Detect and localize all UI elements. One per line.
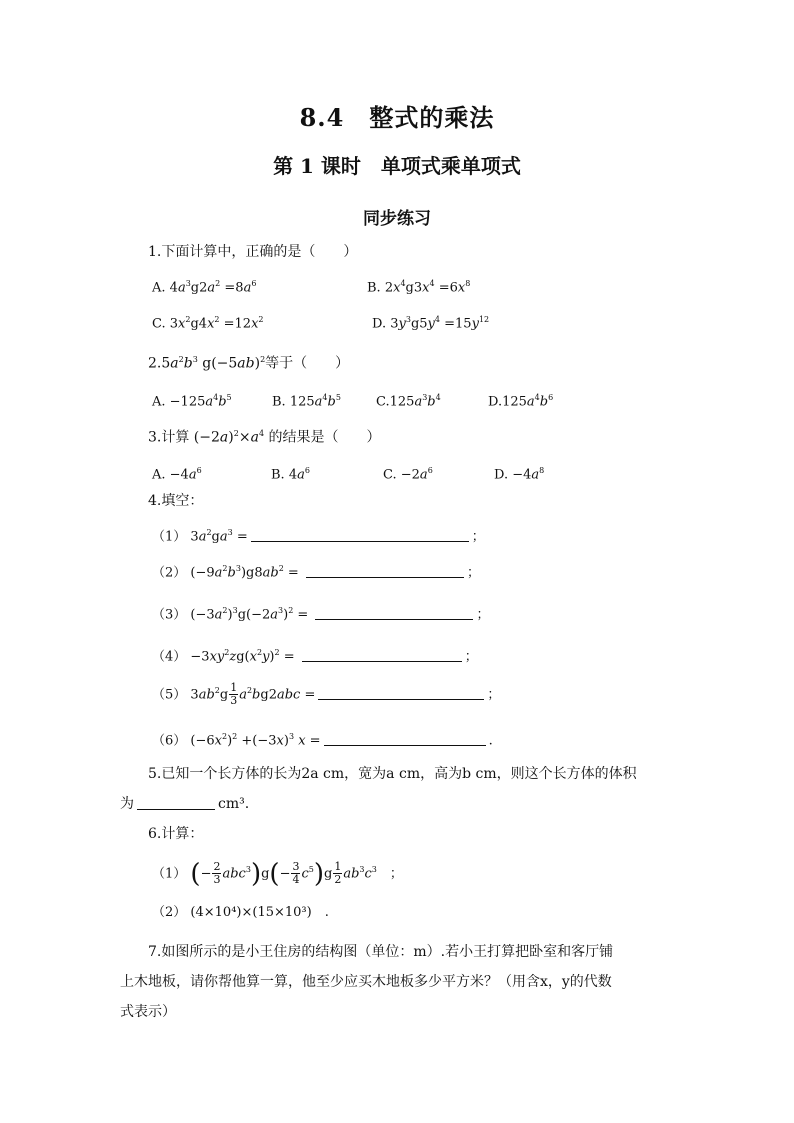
question-2-stem: $2.5a^2b^3$ $g(-5ab)^2$等于（ ）	[148, 355, 350, 372]
q2-option-c: $C.125a^3b^4$	[376, 393, 441, 410]
answer-blank[interactable]	[315, 605, 473, 620]
answer-blank[interactable]	[324, 731, 486, 746]
q3-option-c: C. $-2a^6$	[383, 466, 433, 483]
q4-item-5: （5） $3ab^2g$ $\frac{1}{3}$ $a^2bg2abc$ = ；	[152, 681, 501, 708]
question-6-stem: 6.计算：	[148, 826, 204, 842]
question-7-line-3: 式表示）	[120, 1004, 176, 1020]
q4-item-4: $(4) -3xy^2zg(x^2y)^2$ = ；	[152, 648, 478, 665]
q4-item-3: （3） $(-3a^2)^3g(-2a^3)^2$ = ；	[152, 606, 490, 623]
q2-option-a: A. $-125a^4b^5$	[152, 393, 232, 410]
answer-blank[interactable]	[306, 563, 464, 578]
q1-option-c: C. $3x^2g4x^2 =12x^2$	[152, 315, 264, 332]
question-3-stem: 3.计算 $(-2a)^2\times a^4$ 的结果是（ ）	[148, 429, 381, 446]
answer-blank[interactable]	[318, 685, 484, 700]
q3-option-d: D. $-4a^8$	[494, 466, 545, 483]
answer-blank[interactable]	[137, 795, 215, 810]
q1-option-a: A. $4a^3g2a^2 =8a^6$	[152, 279, 257, 296]
question-5-line-2: 为 cm³.	[120, 796, 250, 812]
q4-item-2: （2） $(-9a^2b^3)g8ab^2$ = ；	[152, 564, 480, 581]
answer-blank[interactable]	[251, 527, 469, 542]
question-7-line-1: 7.如图所示的是小王住房的结构图（单位：m）.若小王打算把卧室和客厅铺	[148, 944, 614, 960]
q4-item-1: （1） $3a^2ga^3$ = ；	[152, 528, 485, 545]
page-title: 8.4 整式的乘法	[299, 103, 495, 132]
q1-option-b: B. $2x^4g3x^4 =6x^8$	[367, 279, 471, 296]
q4-item-6: （6） $(-6x^2)^2 +(-3x)^3$ x = .	[152, 732, 493, 749]
q1-option-d: D. $3y^3g5y^4 =15y^{12}$	[372, 315, 490, 332]
answer-blank[interactable]	[302, 647, 462, 662]
q3-option-a: A. $-4a^6$	[152, 466, 202, 483]
q6-item-2: （2） (4×10⁴)×(15×10³) .	[152, 905, 329, 920]
question-7-line-2: 上木地板，请你帮他算一算，他至少应买木地板多少平方米？（用含x，y的代数	[120, 974, 612, 990]
q6-item-1: （1） (− $\frac{2}{3}$ abc$^3$)g(− $\frac{3}{4}$ $c^5)g$ $\frac{1}{2}$ $ab^3c^3$ ；	[152, 858, 403, 889]
question-1-stem: 1.下面计算中，正确的是（ ）	[148, 244, 358, 260]
question-5-line-1: 5.已知一个长方体的长为2a cm，宽为a cm，高为b cm，则这个长方体的体积	[148, 766, 637, 782]
q2-option-b: B. $125a^4b^5$	[272, 393, 341, 410]
lesson-subtitle: 第 1 课时 单项式乘单项式	[273, 154, 521, 178]
q3-option-b: B. $4a^6$	[271, 466, 310, 483]
question-4-stem: 4.填空：	[148, 493, 204, 509]
q2-option-d: $D.125a^4b^6$	[488, 393, 554, 410]
section-heading: 同步练习	[363, 209, 431, 229]
